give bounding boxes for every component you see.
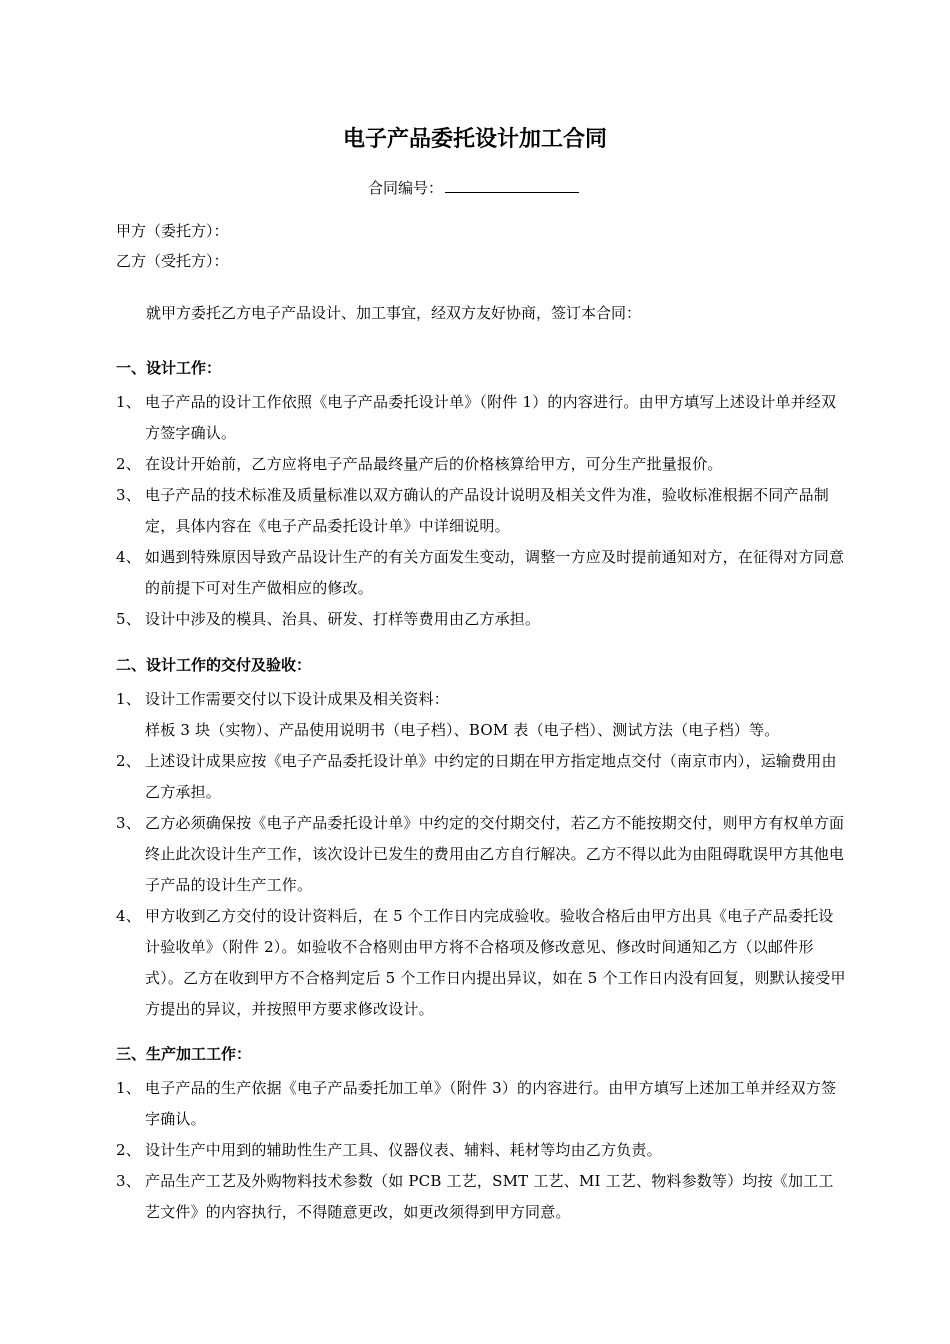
list-item [116, 542, 846, 604]
item-number: 1、 [116, 393, 141, 411]
item-number: 5、 [116, 610, 141, 628]
contract-number [368, 176, 579, 199]
list-item [116, 1073, 846, 1135]
item-text: 设计生产中用到的辅助性生产工具、仪器仪表、辅料、耗材等均由乙方负责。 [145, 1141, 662, 1159]
item-number: 4、 [116, 907, 141, 925]
item-number: 3、 [116, 814, 141, 832]
section-production [116, 1043, 846, 1228]
list-item [116, 901, 846, 1025]
item-text: 在设计开始前，乙方应将电子产品最终量产后的价格核算给甲方，可分生产批量报价。 [145, 455, 723, 473]
list-item [116, 808, 846, 901]
item-text: 产品生产工艺及外购物料技术参数（如 PCB 工艺，SMT 工艺、MI 工艺、物料参数等）均按《加工工艺文件》的内容执行，不得随意更改，如更改须得到甲方同意。 [145, 1172, 834, 1221]
list-item [116, 449, 846, 480]
item-number: 1、 [116, 1079, 141, 1097]
item-number: 2、 [116, 455, 141, 473]
item-text: 电子产品的设计工作依照《电子产品委托设计单》（附件 1）的内容进行。由甲方填写上述设计单并经双方签字确认。 [145, 393, 837, 442]
item-number: 2、 [116, 1141, 141, 1159]
item-number: 2、 [116, 752, 141, 770]
list-item [116, 1135, 846, 1166]
list-item [116, 1166, 846, 1228]
item-number: 4、 [116, 548, 141, 566]
section-design-work [116, 357, 846, 635]
section-heading: 三、生产加工工作： [116, 1045, 252, 1063]
item-text: 乙方必须确保按《电子产品委托设计单》中约定的交付期交付，若乙方不能按期交付，则甲方有权单方面终止此次设计生产工作，该次设计已发生的费用由乙方自行解决。乙方不得以此为由阻碍耽误甲方其他电子产品的设计生产工作。 [145, 814, 845, 894]
section-heading: 一、设计工作： [116, 359, 222, 377]
item-number: 1、 [116, 690, 141, 708]
list-item [116, 387, 846, 449]
list-item [116, 684, 846, 746]
item-text [145, 684, 846, 746]
contract-number-blank [445, 176, 579, 193]
item-number: 3、 [116, 486, 141, 504]
item-text: 甲方收到乙方交付的设计资料后，在 5 个工作日内完成验收。验收合格后由甲方出具《电子产品委托设计验收单》（附件 2）。如验收不合格则由甲方将不合格项及修改意见、修改时间通知乙方（以邮件形式）。乙方在收到甲方不合格判定后 5 个工作日内提出异议，如在 5 个工作日内没有回复，则默认接受甲方提出的异议，并按照甲方要求修改设计。 [145, 907, 846, 1018]
list-item [116, 746, 846, 808]
section-heading: 二、设计工作的交付及验收： [116, 656, 312, 674]
document-title: 电子产品委托设计加工合同 [342, 127, 607, 152]
intro-paragraph: 就甲方委托乙方电子产品设计、加工事宜，经双方友好协商，签订本合同： [146, 304, 642, 322]
item-text: 电子产品的生产依据《电子产品委托加工单》（附件 3）的内容进行。由甲方填写上述加工单并经双方签字确认。 [145, 1079, 837, 1128]
section-delivery-acceptance [116, 654, 846, 1025]
list-item [116, 604, 846, 635]
party-a-line: 甲方（委托方）： [116, 222, 229, 240]
item-sub-text: 样板 3 块（实物）、产品使用说明书（电子档）、BOM 表（电子档）、测试方法（电子档）等。 [145, 721, 780, 739]
item-text: 电子产品的技术标准及质量标准以双方确认的产品设计说明及相关文件为准，验收标准根据不同产品制定，具体内容在《电子产品委托设计单》中详细说明。 [145, 486, 830, 535]
item-main-text: 设计工作需要交付以下设计成果及相关资料： [145, 690, 450, 708]
item-text: 如遇到特殊原因导致产品设计生产的有关方面发生变动，调整一方应及时提前通知对方，在征得对方同意的前提下可对生产做相应的修改。 [145, 548, 845, 597]
party-b-line: 乙方（受托方）： [116, 252, 229, 270]
item-number: 3、 [116, 1172, 141, 1190]
item-text: 上述设计成果应按《电子产品委托设计单》中约定的日期在甲方指定地点交付（南京市内），运输费用由乙方承担。 [145, 752, 837, 801]
list-item [116, 480, 846, 542]
item-text: 设计中涉及的模具、治具、研发、打样等费用由乙方承担。 [145, 610, 541, 628]
contract-number-label: 合同编号： [368, 179, 444, 197]
